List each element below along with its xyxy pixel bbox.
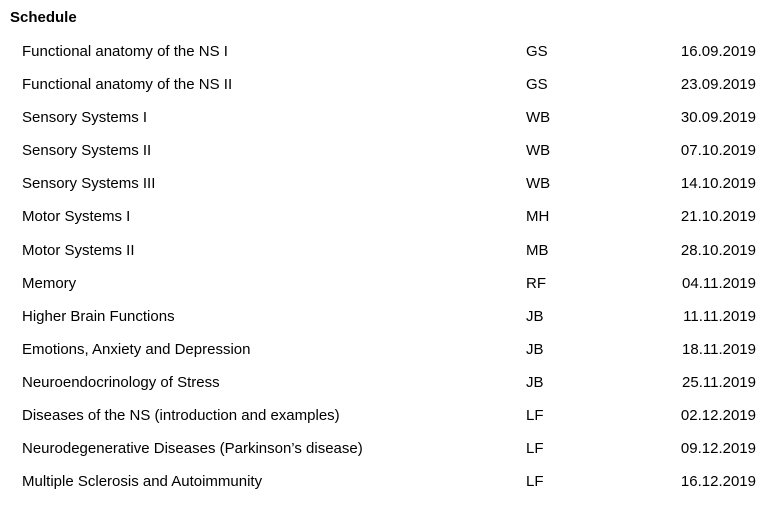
schedule-row <box>0 333 768 366</box>
schedule-row <box>0 366 768 399</box>
row-date: 16.12.2019 <box>680 473 756 491</box>
row-topic: Motor Systems II <box>22 241 135 259</box>
row-lecturer-code: LF <box>526 440 544 458</box>
row-lecturer-code: GS <box>526 76 548 94</box>
row-date: 21.10.2019 <box>680 208 756 226</box>
schedule-row <box>0 234 768 267</box>
schedule-row <box>0 35 768 68</box>
row-topic: Memory <box>22 274 77 292</box>
row-topic: Sensory Systems I <box>22 109 148 127</box>
row-lecturer-code: LF <box>526 473 544 491</box>
row-topic: Neuroendocrinology of Stress <box>22 373 220 391</box>
schedule-row <box>0 432 768 465</box>
schedule-row <box>0 101 768 134</box>
row-topic: Sensory Systems III <box>22 175 156 193</box>
row-date: 23.09.2019 <box>680 76 756 94</box>
row-lecturer-code: JB <box>526 373 544 391</box>
row-topic: Neurodegenerative Diseases (Parkinson’s disease) <box>22 440 363 458</box>
row-date: 28.10.2019 <box>680 241 756 259</box>
row-topic: Diseases of the NS (introduction and examples) <box>22 407 340 425</box>
row-date: 30.09.2019 <box>680 109 756 127</box>
row-date: 16.09.2019 <box>680 43 756 60</box>
row-lecturer-code: WB <box>526 175 551 193</box>
row-date: 11.11.2019 <box>683 307 756 325</box>
schedule-row <box>0 167 768 200</box>
row-topic: Higher Brain Functions <box>22 307 175 325</box>
schedule-row <box>0 134 768 167</box>
row-topic: Emotions, Anxiety and Depression <box>22 340 251 358</box>
schedule-row <box>0 300 768 333</box>
row-lecturer-code: WB <box>526 142 551 160</box>
row-date: 09.12.2019 <box>680 440 756 458</box>
row-date: 18.11.2019 <box>682 340 756 358</box>
schedule-row <box>0 200 768 233</box>
row-date: 25.11.2019 <box>682 373 756 391</box>
row-topic: Multiple Sclerosis and Autoimmunity <box>22 473 263 491</box>
row-date: 04.11.2019 <box>682 274 756 292</box>
schedule-list <box>0 35 768 498</box>
row-topic: Functional anatomy of the NS I <box>22 43 228 60</box>
row-topic: Sensory Systems II <box>22 142 152 160</box>
row-lecturer-code: JB <box>526 340 544 358</box>
row-lecturer-code: JB <box>526 307 544 325</box>
row-lecturer-code: GS <box>526 43 548 60</box>
row-date: 14.10.2019 <box>680 175 756 193</box>
row-lecturer-code: MH <box>526 208 550 226</box>
row-lecturer-code: WB <box>526 109 551 127</box>
row-lecturer-code: RF <box>526 274 546 292</box>
row-lecturer-code: LF <box>526 407 544 425</box>
schedule-row <box>0 267 768 300</box>
row-topic: Motor Systems I <box>22 208 131 226</box>
row-date: 02.12.2019 <box>680 407 756 425</box>
schedule-row <box>0 465 768 498</box>
schedule-heading: Schedule <box>10 9 77 26</box>
schedule-row <box>0 399 768 432</box>
row-lecturer-code: MB <box>526 241 549 259</box>
schedule-row <box>0 68 768 101</box>
row-date: 07.10.2019 <box>680 142 756 160</box>
row-topic: Functional anatomy of the NS II <box>22 76 233 94</box>
